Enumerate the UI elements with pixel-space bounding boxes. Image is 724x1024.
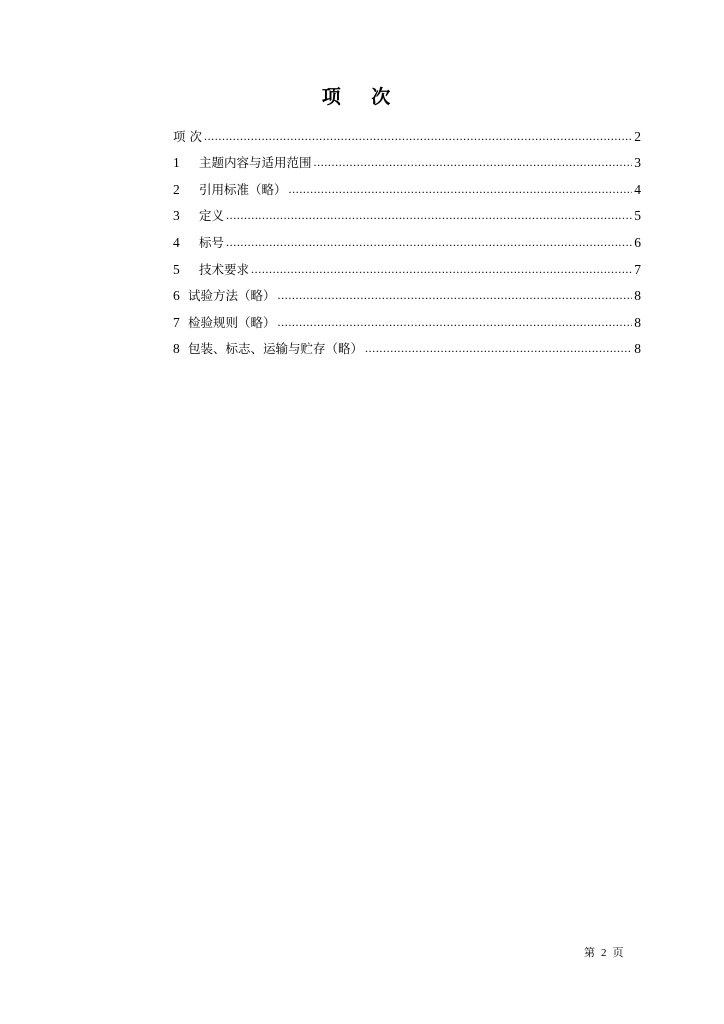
toc-entry-label: 引用标准（略） — [199, 181, 287, 197]
toc-leader-dots — [226, 206, 632, 224]
toc-entry-label: 定义 — [199, 208, 225, 224]
footer-suffix: 页 — [612, 946, 624, 959]
toc-entry-number: 3 — [173, 208, 180, 224]
toc-leader-dots — [226, 233, 632, 251]
toc-entry-4[interactable] — [173, 226, 641, 253]
toc-entry-label: 检验规则（略） — [188, 314, 276, 330]
toc-entry-label: 主题内容与适用范围 — [199, 155, 312, 171]
toc-leader-dots — [289, 180, 633, 198]
toc-entry-label: 包装、标志、运输与贮存（略） — [188, 341, 364, 357]
toc-entry-label: 标号 — [199, 234, 225, 250]
toc-entry-label: 技术要求 — [199, 261, 250, 277]
toc-entry-7[interactable] — [173, 306, 641, 333]
toc-entry-8[interactable] — [173, 333, 641, 360]
toc-entry-number: 8 — [173, 341, 180, 357]
toc-entry-page: 7 — [634, 261, 641, 277]
toc-entry-3[interactable] — [173, 200, 641, 227]
toc-entry-6[interactable] — [173, 280, 641, 307]
toc-leader-dots — [314, 153, 633, 171]
toc-entry-page: 8 — [634, 288, 641, 304]
toc-leader-dots — [204, 127, 632, 145]
toc-entry-label: 试验方法（略） — [188, 288, 276, 304]
toc-entry-page: 6 — [634, 234, 641, 250]
toc-list — [173, 120, 641, 359]
toc-entry-page: 8 — [634, 341, 641, 357]
toc-entry-page: 5 — [634, 208, 641, 224]
toc-entry-page: 4 — [634, 181, 641, 197]
toc-entry-page: 3 — [634, 155, 641, 171]
toc-entry-number: 6 — [173, 288, 180, 304]
toc-entry-label: 项 次 — [173, 128, 202, 144]
toc-title: 项 次 — [321, 86, 403, 108]
toc-leader-dots — [251, 260, 632, 278]
footer-prefix: 第 — [584, 946, 595, 959]
toc-entry-5[interactable] — [173, 253, 641, 280]
toc-leader-dots — [278, 313, 633, 331]
toc-entry-number: 1 — [173, 155, 180, 171]
toc-entry-page: 8 — [634, 314, 641, 330]
toc-entry-number: 4 — [173, 234, 180, 250]
page-footer — [584, 945, 624, 961]
toc-entry-number: 5 — [173, 261, 180, 277]
footer-page-number: 2 — [601, 947, 607, 959]
toc-entry-2[interactable] — [173, 173, 641, 200]
toc-entry-1[interactable] — [173, 147, 641, 174]
toc-entry-contents[interactable] — [173, 120, 641, 147]
toc-entry-page: 2 — [634, 128, 641, 144]
toc-entry-number: 7 — [173, 314, 180, 330]
toc-leader-dots — [365, 339, 632, 357]
toc-leader-dots — [278, 286, 633, 304]
toc-entry-number: 2 — [173, 181, 180, 197]
